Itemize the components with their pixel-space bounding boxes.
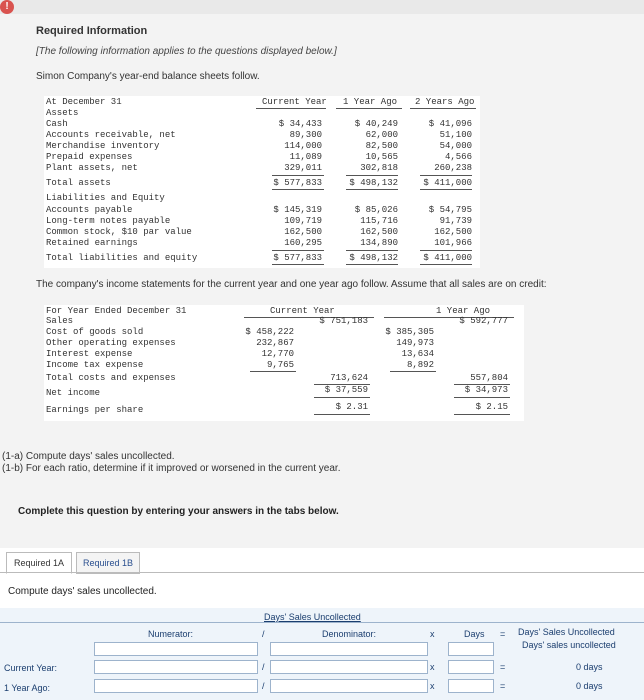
days-sales-uncollected-table [0, 608, 644, 700]
bs-row-label: Merchandise inventory [46, 141, 160, 151]
bs-row-label: Long-term notes payable [46, 216, 171, 226]
is-cell: $ 37,559 [324, 385, 368, 395]
alert-icon: ! [0, 0, 14, 14]
balance-sheet-table [44, 96, 480, 268]
slash: / [262, 681, 265, 691]
bs-cell: 91,739 [439, 216, 472, 226]
bs-col-1yr: 1 Year Ago [343, 97, 398, 107]
slash-header: / [262, 629, 265, 639]
bs-cell: 329,011 [284, 163, 322, 173]
bs-cell: 10,565 [365, 152, 398, 162]
current-result: 0 days [576, 662, 603, 672]
is-cell: 713,624 [330, 373, 368, 383]
bs-cell: 62,000 [365, 130, 398, 140]
days-header: Days [464, 629, 485, 639]
prior-result: 0 days [576, 681, 603, 691]
bs-cell: 101,966 [434, 238, 472, 248]
bs-row-label: Common stock, $10 par value [46, 227, 192, 237]
equals-sign: = [500, 681, 506, 691]
is-cell: 8,892 [406, 360, 434, 370]
bs-cell: $ 498,132 [349, 178, 398, 188]
row-label-1yr: 1 Year Ago: [4, 683, 51, 693]
row-label-current: Current Year: [4, 663, 58, 673]
bs-cell: 260,238 [434, 163, 472, 173]
bs-row-label: Retained earnings [46, 238, 138, 248]
bs-cell: 54,000 [439, 141, 472, 151]
bs-cell: $ 577,833 [273, 178, 322, 188]
bs-cell: 160,295 [284, 238, 322, 248]
question-1b: (1-b) For each ratio, determine if it improved or worsened in the current year. [2, 463, 341, 474]
eps-label: Earnings per share [46, 405, 144, 415]
bs-cell: $ 34,433 [278, 119, 322, 129]
tab-required-1a[interactable]: Required 1A [6, 552, 72, 574]
bs-row-label: Prepaid expenses [46, 152, 133, 162]
times-header: x [430, 629, 435, 639]
is-cell: $ 385,305 [385, 327, 434, 337]
income-statement-table [44, 305, 524, 421]
result-header: Days' Sales Uncollected [518, 627, 615, 637]
bs-col-current: Current Year [262, 97, 327, 107]
bs-cell: $ 411,000 [423, 253, 472, 263]
is-cell: $ 458,222 [245, 327, 294, 337]
is-col-1yr: 1 Year Ago [436, 306, 491, 316]
numerator-header-input[interactable] [94, 642, 258, 656]
bs-cell: 89,300 [289, 130, 322, 140]
bs-cell: 11,089 [289, 152, 322, 162]
is-cell: $ 2.31 [335, 402, 368, 412]
bs-cell: 109,719 [284, 216, 322, 226]
is-row-label: Interest expense [46, 349, 133, 359]
is-cell: $ 751,183 [319, 316, 368, 326]
liabilities-heading: Liabilities and Equity [46, 193, 165, 203]
net-income-label: Net income [46, 388, 101, 398]
bs-row-label: Cash [46, 119, 68, 129]
required-info-title: Required Information [36, 25, 148, 37]
tab-divider [0, 572, 644, 573]
times-sign: x [430, 662, 435, 672]
bs-cell: 162,500 [434, 227, 472, 237]
total-assets-label: Total assets [46, 178, 111, 188]
bs-cell: 162,500 [284, 227, 322, 237]
current-days-input[interactable] [448, 660, 494, 674]
days-header-input[interactable] [448, 642, 494, 656]
is-row-label: Income tax expense [46, 360, 144, 370]
is-cell: 232,867 [256, 338, 294, 348]
sales-label: Sales [46, 316, 74, 326]
is-cell: $ 34,973 [464, 385, 508, 395]
income-intro: The company's income statements for the current year and one year ago follow. Assume that all sales are on credit: [36, 279, 547, 290]
bs-row-label: Accounts receivable, net [46, 130, 176, 140]
bs-cell: 115,716 [360, 216, 398, 226]
bs-cell: $ 85,026 [354, 205, 398, 215]
bs-cell: $ 145,319 [273, 205, 322, 215]
numerator-header: Numerator: [148, 629, 194, 639]
is-row-label: Cost of goods sold [46, 327, 144, 337]
slash: / [262, 662, 265, 672]
current-numerator-input[interactable] [94, 660, 258, 674]
equals-sign: = [500, 662, 506, 672]
is-col-label: For Year Ended December 31 [46, 306, 187, 316]
question-1a: (1-a) Compute days' sales uncollected. [2, 451, 175, 462]
info-note: [The following information applies to the questions displayed below.] [36, 46, 337, 57]
bs-row-label: Plant assets, net [46, 163, 138, 173]
denominator-header: Denominator: [322, 629, 377, 639]
bs-cell: 134,890 [360, 238, 398, 248]
current-denominator-input[interactable] [270, 660, 428, 674]
bs-cell: $ 41,096 [428, 119, 472, 129]
instruction-text: Complete this question by entering your answers in the tabs below. [18, 506, 339, 517]
is-col-current: Current Year [270, 306, 335, 316]
bs-cell: 162,500 [360, 227, 398, 237]
bs-cell: 302,818 [360, 163, 398, 173]
total-liabilities-label: Total liabilities and equity [46, 253, 198, 263]
bs-cell: $ 40,249 [354, 119, 398, 129]
bs-cell: 114,000 [284, 141, 322, 151]
is-cell: 9,765 [266, 360, 294, 370]
is-cell: 557,804 [470, 373, 508, 383]
is-cell: $ 592,777 [459, 316, 508, 326]
prior-numerator-input[interactable] [94, 679, 258, 693]
bs-col-label: At December 31 [46, 97, 122, 107]
result-subheader: Days' sales uncollected [522, 640, 616, 650]
times-sign: x [430, 681, 435, 691]
top-strip [0, 0, 644, 14]
bs-cell: $ 498,132 [349, 253, 398, 263]
table-title: Days' Sales Uncollected [264, 612, 361, 622]
total-costs-label: Total costs and expenses [46, 373, 176, 383]
is-cell: 13,634 [401, 349, 434, 359]
task-prompt: Compute days' sales uncollected. [8, 586, 157, 597]
prior-denominator-input[interactable] [270, 679, 428, 693]
is-cell: 149,973 [396, 338, 434, 348]
bs-cell: 4,566 [444, 152, 472, 162]
equals-header: = [500, 629, 506, 639]
bs-cell: $ 54,795 [428, 205, 472, 215]
bs-col-2yr: 2 Years Ago [415, 97, 475, 107]
balance-intro: Simon Company's year-end balance sheets follow. [36, 71, 260, 82]
bs-cell: $ 411,000 [423, 178, 472, 188]
bs-row-label: Accounts payable [46, 205, 133, 215]
denominator-header-input[interactable] [270, 642, 428, 656]
bs-cell: 51,100 [439, 130, 472, 140]
is-cell: $ 2.15 [475, 402, 508, 412]
is-row-label: Other operating expenses [46, 338, 176, 348]
assets-heading: Assets [46, 108, 79, 118]
prior-days-input[interactable] [448, 679, 494, 693]
bs-cell: $ 577,833 [273, 253, 322, 263]
is-cell: 12,770 [261, 349, 294, 359]
tab-required-1b[interactable]: Required 1B [76, 552, 140, 574]
tab-bar [0, 552, 644, 572]
bs-cell: 82,500 [365, 141, 398, 151]
